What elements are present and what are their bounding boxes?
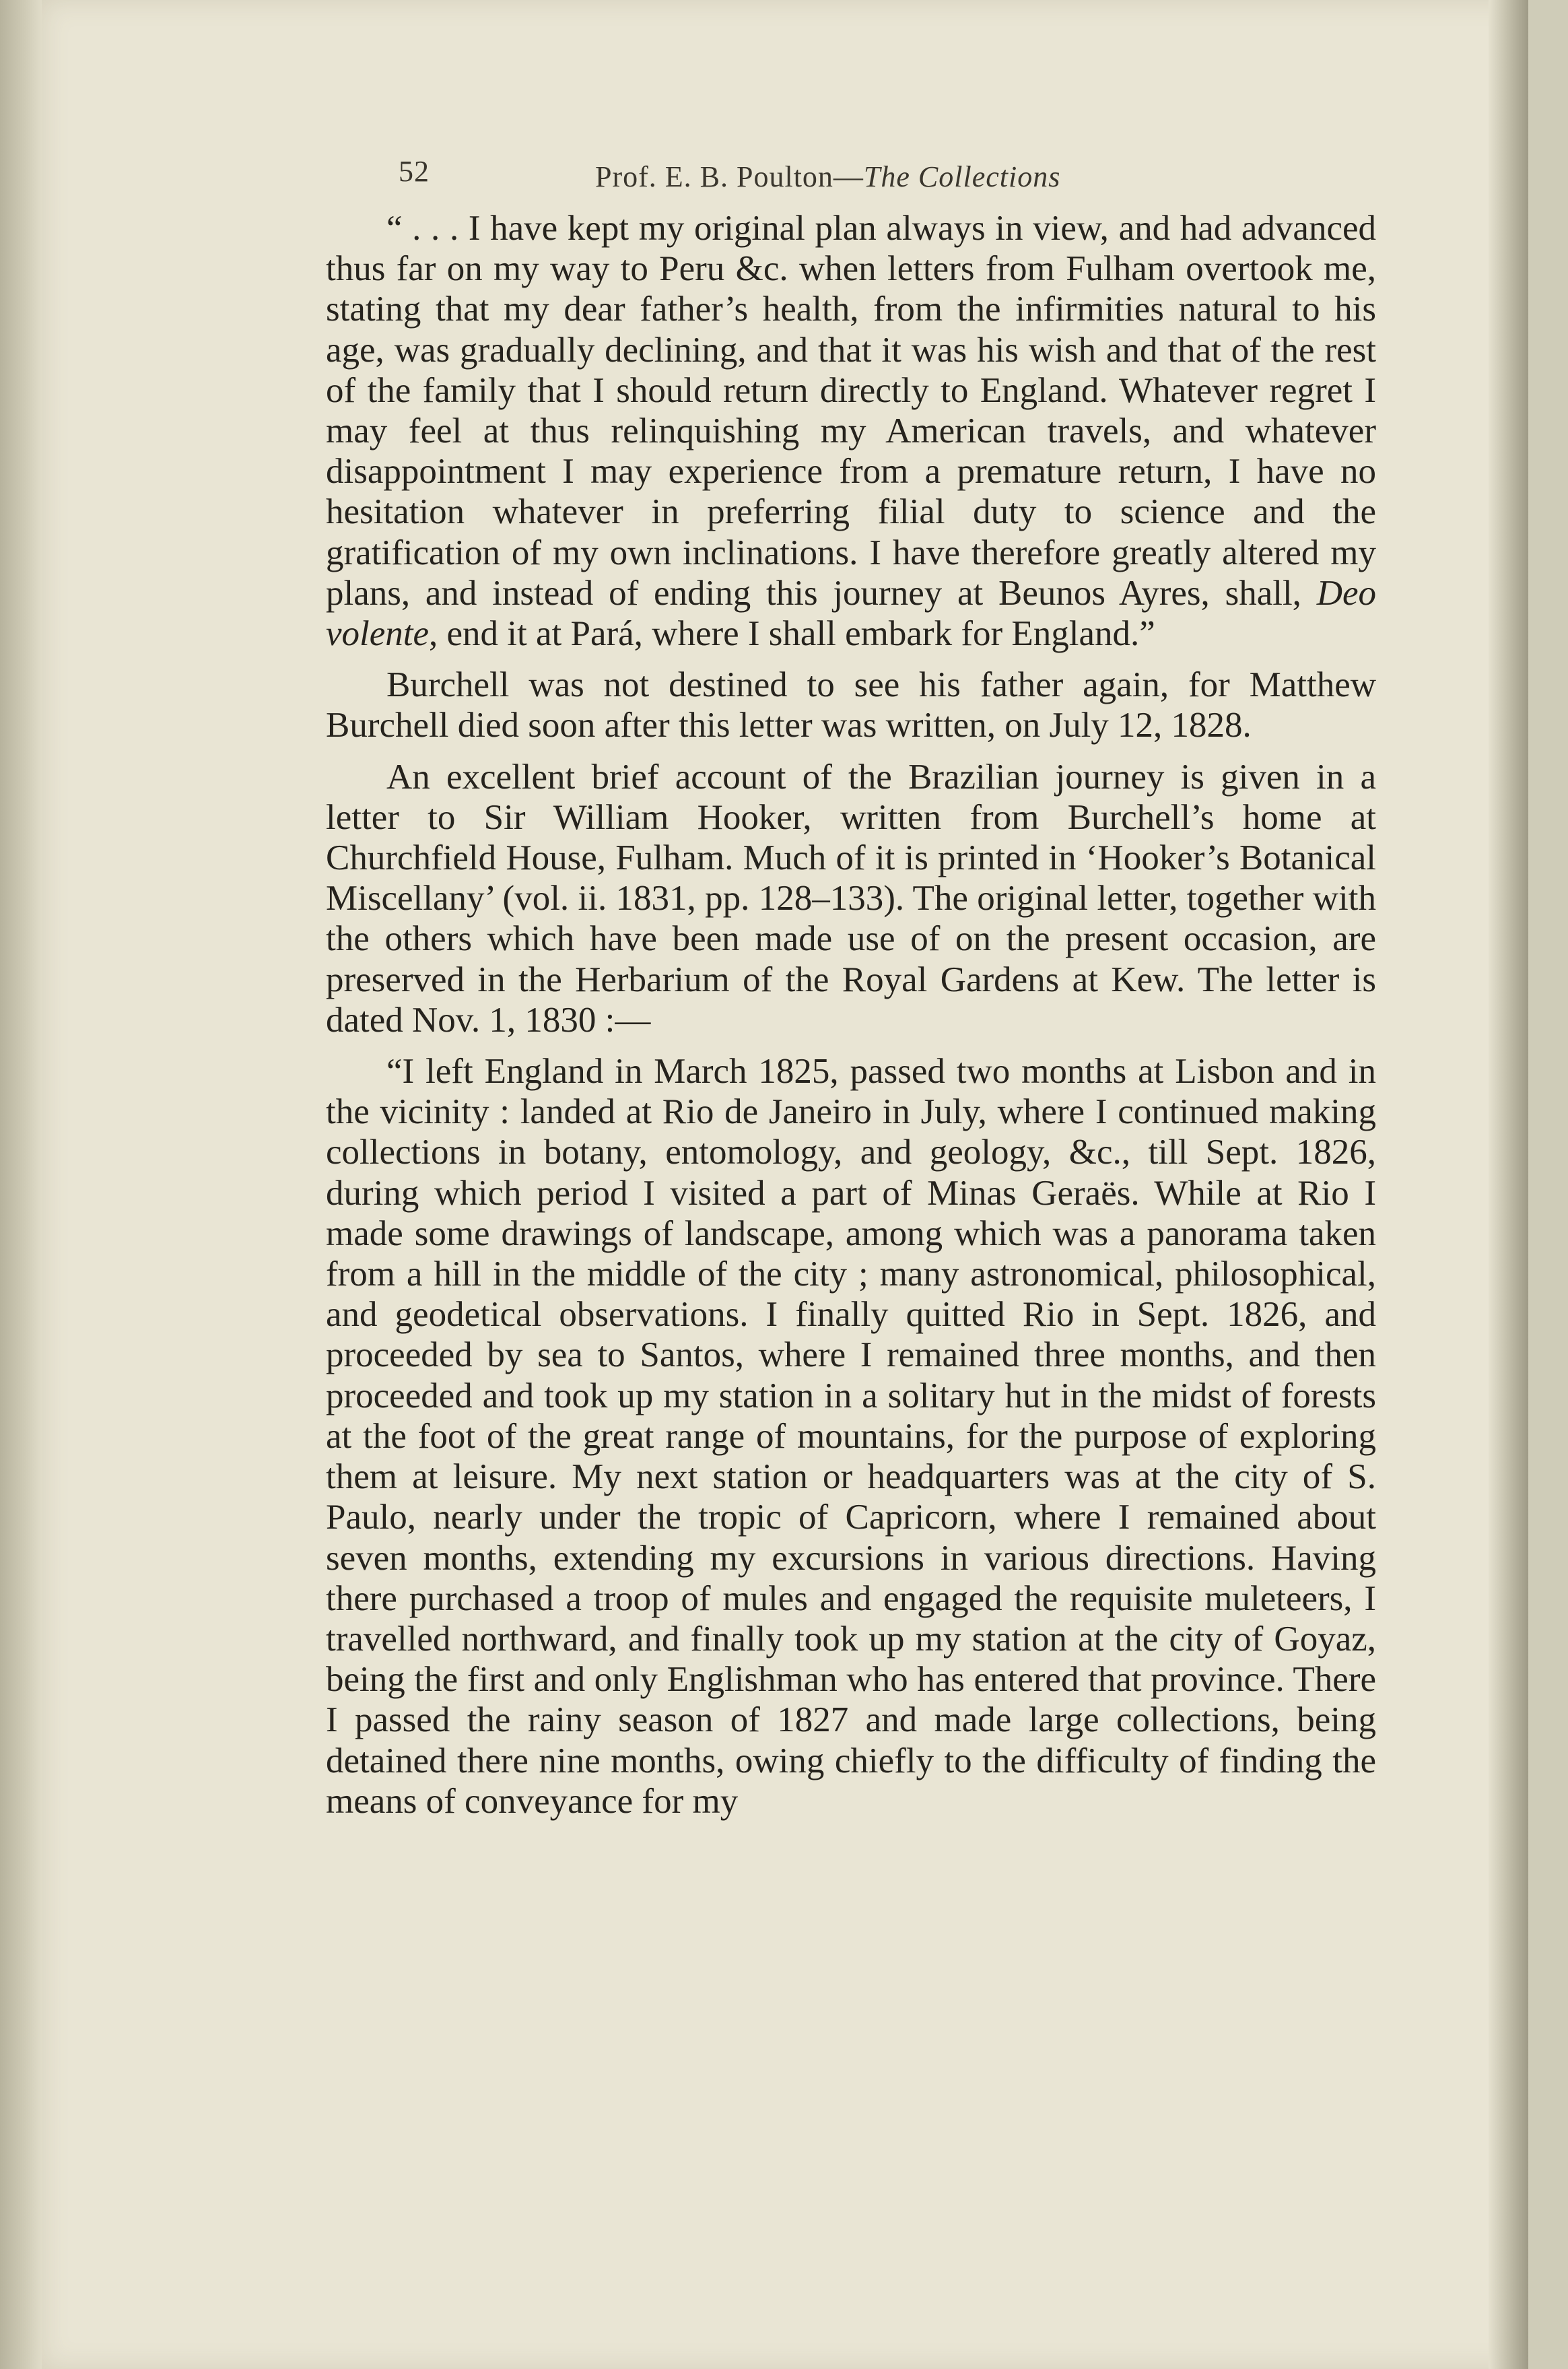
- page-gutter-shadow: [1489, 0, 1528, 2369]
- page-number: 52: [399, 155, 430, 188]
- running-head: [326, 145, 1376, 199]
- book-page: [42, 0, 1528, 2369]
- book-cover-edge: [0, 0, 42, 2369]
- paragraph-burchell-father: Burchell was not destined to see his father again, for Matthew Burchell died soon after this letter was written, on July 12, 1828.: [326, 665, 1376, 745]
- paragraph-letter-quote-start: “ . . . I have kept my original plan always in view, and had advanced thus far on my way to Peru &c. when letters from Fulham overtook me, stating that my dear father’s health, from the infirmities natural to his age, was gradually declining, and that it was his wish and that of the rest of the family that I should return directly to England. Whatever regret I may feel at thus relinquishing my American travels, and whatever disappointment I may experience from a premature return, I have no hesitation whatever in preferring filial duty to science and the gratification of my own inclinations. I have therefore greatly altered my plans, and instead of ending this journey at Beunos Ayres, shall,: [326, 209, 1376, 613]
- page-text-block: [326, 145, 1376, 1822]
- paragraph-letter-quote: [326, 208, 1376, 654]
- italic-phrase: Deo volente: [326, 573, 1376, 654]
- running-title: [595, 160, 1060, 194]
- paragraph-hooker-letter: An excellent brief account of the Brazilian journey is given in a letter to Sir William Hooker, written from Burchell’s home at Churchfield House, Fulham. Much of it is printed in ‘Hooker’s Botanical Miscellany’ (vol. ii. 1831, pp. 128–133). The original letter, together with the others which have been made use of on the present occasion, are preserved in the Herbarium of the Royal Gardens at Kew. The letter is dated Nov. 1, 1830 :—: [326, 757, 1376, 1040]
- running-title-author: Prof. E. B. Poulton—: [595, 160, 864, 193]
- running-title-work: The Collections: [863, 160, 1061, 193]
- paragraph-journey-account: “I left England in March 1825, passed two months at Lisbon and in the vicinity : landed at Rio de Janeiro in July, where I continued making collections in botany, entomology, and geology, &c., till Sept. 1826, during which period I visited a part of Minas Geraës. While at Rio I made some drawings of landscape, among which was a panorama taken from a hill in the middle of the city ; many astronomical, philosophical, and geodetical observations. I finally quitted Rio in Sept. 1826, and proceeded by sea to Santos, where I remained three months, and then proceeded and took up my station in a solitary hut in the midst of forests at the foot of the great range of mountains, for the purpose of exploring them at leisure. My next station or headquarters was at the city of S. Paulo, nearly under the tropic of Capricorn, where I remained about seven months, extending my excursions in various directions. Having there purchased a troop of mules and engaged the requisite muleteers, I travelled northward, and finally took up my station at the city of Goyaz, being the first and only Englishman who has entered that province. There I passed the rainy season of 1827 and made large collections, being detained there nine months, owing chiefly to the difficulty of finding the means of conveyance for my: [326, 1052, 1376, 1821]
- paragraph-letter-quote-end: , end it at Pará, where I shall embark for England.”: [429, 614, 1155, 654]
